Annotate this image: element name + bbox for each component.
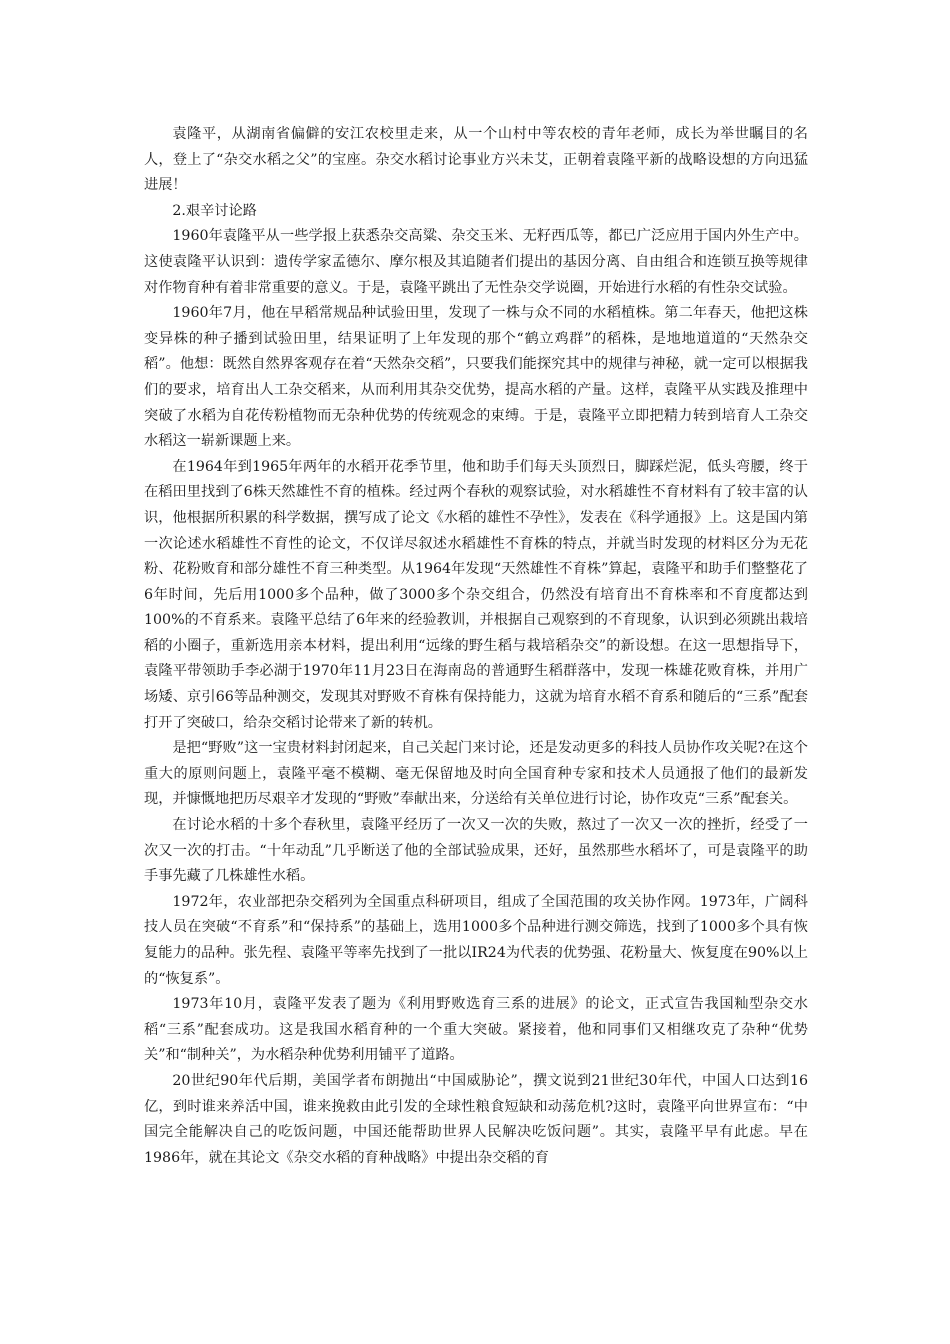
- document-body: [144, 122, 808, 1171]
- paragraph-1960-research: 1960年袁隆平从一些学报上获悉杂交高粱、杂交玉米、无籽西瓜等，都已广泛应用于国内外生产中。这使袁隆平认识到：遗传学家孟德尔、摩尔根及其追随者们提出的基因分离、自由组合和连锁互换等规律对作物育种有着非常重要的意义。于是，袁隆平跳出了无性杂交学说圈，开始进行水稻的有性杂交试验。: [144, 228, 808, 296]
- paragraph-intro: 袁隆平，从湖南省偏僻的安江农校里走来，从一个山村中等农校的青年老师，成长为举世瞩目的名人，登上了“杂交水稻之父”的宝座。杂交水稻讨论事业方兴未艾，正朝着袁隆平新的战略设想的方向迅猛进展！: [144, 126, 808, 194]
- paragraph-yebai: 是把“野败”这一宝贵材料封闭起来，自己关起门来讨论，还是发动更多的科技人员协作攻关呢?在这个重大的原则问题上，袁隆平毫不模糊、毫无保留地及时向全国育种专家和技术人员通报了他们的最新发现，并慷慨地把历尽艰辛才发现的“野败”奉献出来，分送给有关单位进行讨论，协作攻克“三系”配套关。: [144, 740, 808, 808]
- paragraph-1972: 1972年，农业部把杂交稻列为全国重点科研项目，组成了全国范围的攻关协作网。1973年，广阔科技人员在突破“不育系”和“保持系”的基础上，选用1000多个品种进行测交筛选，找到了1000多个具有恢复能力的品种。张先程、袁隆平等率先找到了一批以IR24为代表的优势强、花粉量大、恢复度在90%以上的“恢复系”。: [144, 893, 808, 987]
- paragraph-1973-october: 1973年10月，袁隆平发表了题为《利用野败选育三系的进展》的论文，正式宣告我国籼型杂交水稻“三系”配套成功。这是我国水稻育种的一个重大突破。紧接着，他和同事们又相继攻克了杂种“优势关”和“制种关”，为水稻杂种优势利用铺平了道路。: [144, 996, 808, 1064]
- paragraph-1990s: 20世纪90年代后期，美国学者布朗抛出“中国威胁论”，撰文说到21世纪30年代，中国人口达到16亿，到时谁来养活中国，谁来挽救由此引发的全球性粮食短缺和动荡危机?这时，袁隆平向世界宣布：“中国完全能解决自己的吃饭问题，中国还能帮助世界人民解决吃饭问题”。其实，袁隆平早有此虑。早在1986年，就在其论文《杂交水稻的育种战略》中提出杂交稻的育: [144, 1072, 808, 1166]
- paragraph-failures: 在讨论水稻的十多个春秋里，袁隆平经历了一次又一次的失败，熬过了一次又一次的挫折，经受了一次又一次的打击。“十年动乱”几乎断送了他的全部试验成果，还好，虽然那些水稻坏了，可是袁隆平的助手事先藏了几株雄性水稻。: [144, 817, 808, 885]
- section-heading: 2.艰辛讨论路: [172, 202, 257, 219]
- paragraph-1960-july: 1960年7月，他在早稻常规品种试验田里，发现了一株与众不同的水稻植株。第二年春天，他把这株变异株的种子播到试验田里，结果证明了上年发现的那个“鹤立鸡群”的稻株，是地地道道的“天然杂交稻”。他想：既然自然界客观存在着“天然杂交稻”，只要我们能探究其中的规律与神秘，就一定可以根据我们的要求，培育出人工杂交稻来，从而利用其杂交优势，提高水稻的产量。这样，袁隆平从实践及推理中突破了水稻为自花传粉植物而无杂种优势的传统观念的束缚。于是，袁隆平立即把精力转到培育人工杂交水稻这一崭新课题上来。: [144, 305, 808, 450]
- paragraph-1964-1965: 在1964年到1965年两年的水稻开花季节里，他和助手们每天头顶烈日，脚踩烂泥，低头弯腰，终于在稻田里找到了6株天然雄性不育的植株。经过两个春秋的观察试验，对水稻雄性不育材料有了较丰富的认识，他根据所积累的科学数据，撰写成了论文《水稻的雄性不孕性》，发表在《科学通报》上。这是国内第一次论述水稻雄性不育性的论文，不仅详尽叙述水稻雄性不育株的特点，并就当时发现的材料区分为无花粉、花粉败育和部分雄性不育三种类型。从1964年发现“天然雄性不育株”算起，袁隆平和助手们整整花了6年时间，先后用1000多个品种，做了3000多个杂交组合，仍然没有培育出不育株率和不育度都达到100%的不育系来。袁隆平总结了6年来的经验教训，并根据自己观察到的不育现象，认识到必须跳出栽培稻的小圈子，重新选用亲本材料，提出利用“远缘的野生稻与栽培稻杂交”的新设想。在这一思想指导下，袁隆平带领助手李必湖于1970年11月23日在海南岛的普通野生稻群落中，发现一株雄花败育株，并用广场矮、京引66等品种测交，发现其对野败不育株有保持能力，这就为培育水稻不育系和随后的“三系”配套打开了突破口，给杂交稻讨论带来了新的转机。: [144, 458, 808, 731]
